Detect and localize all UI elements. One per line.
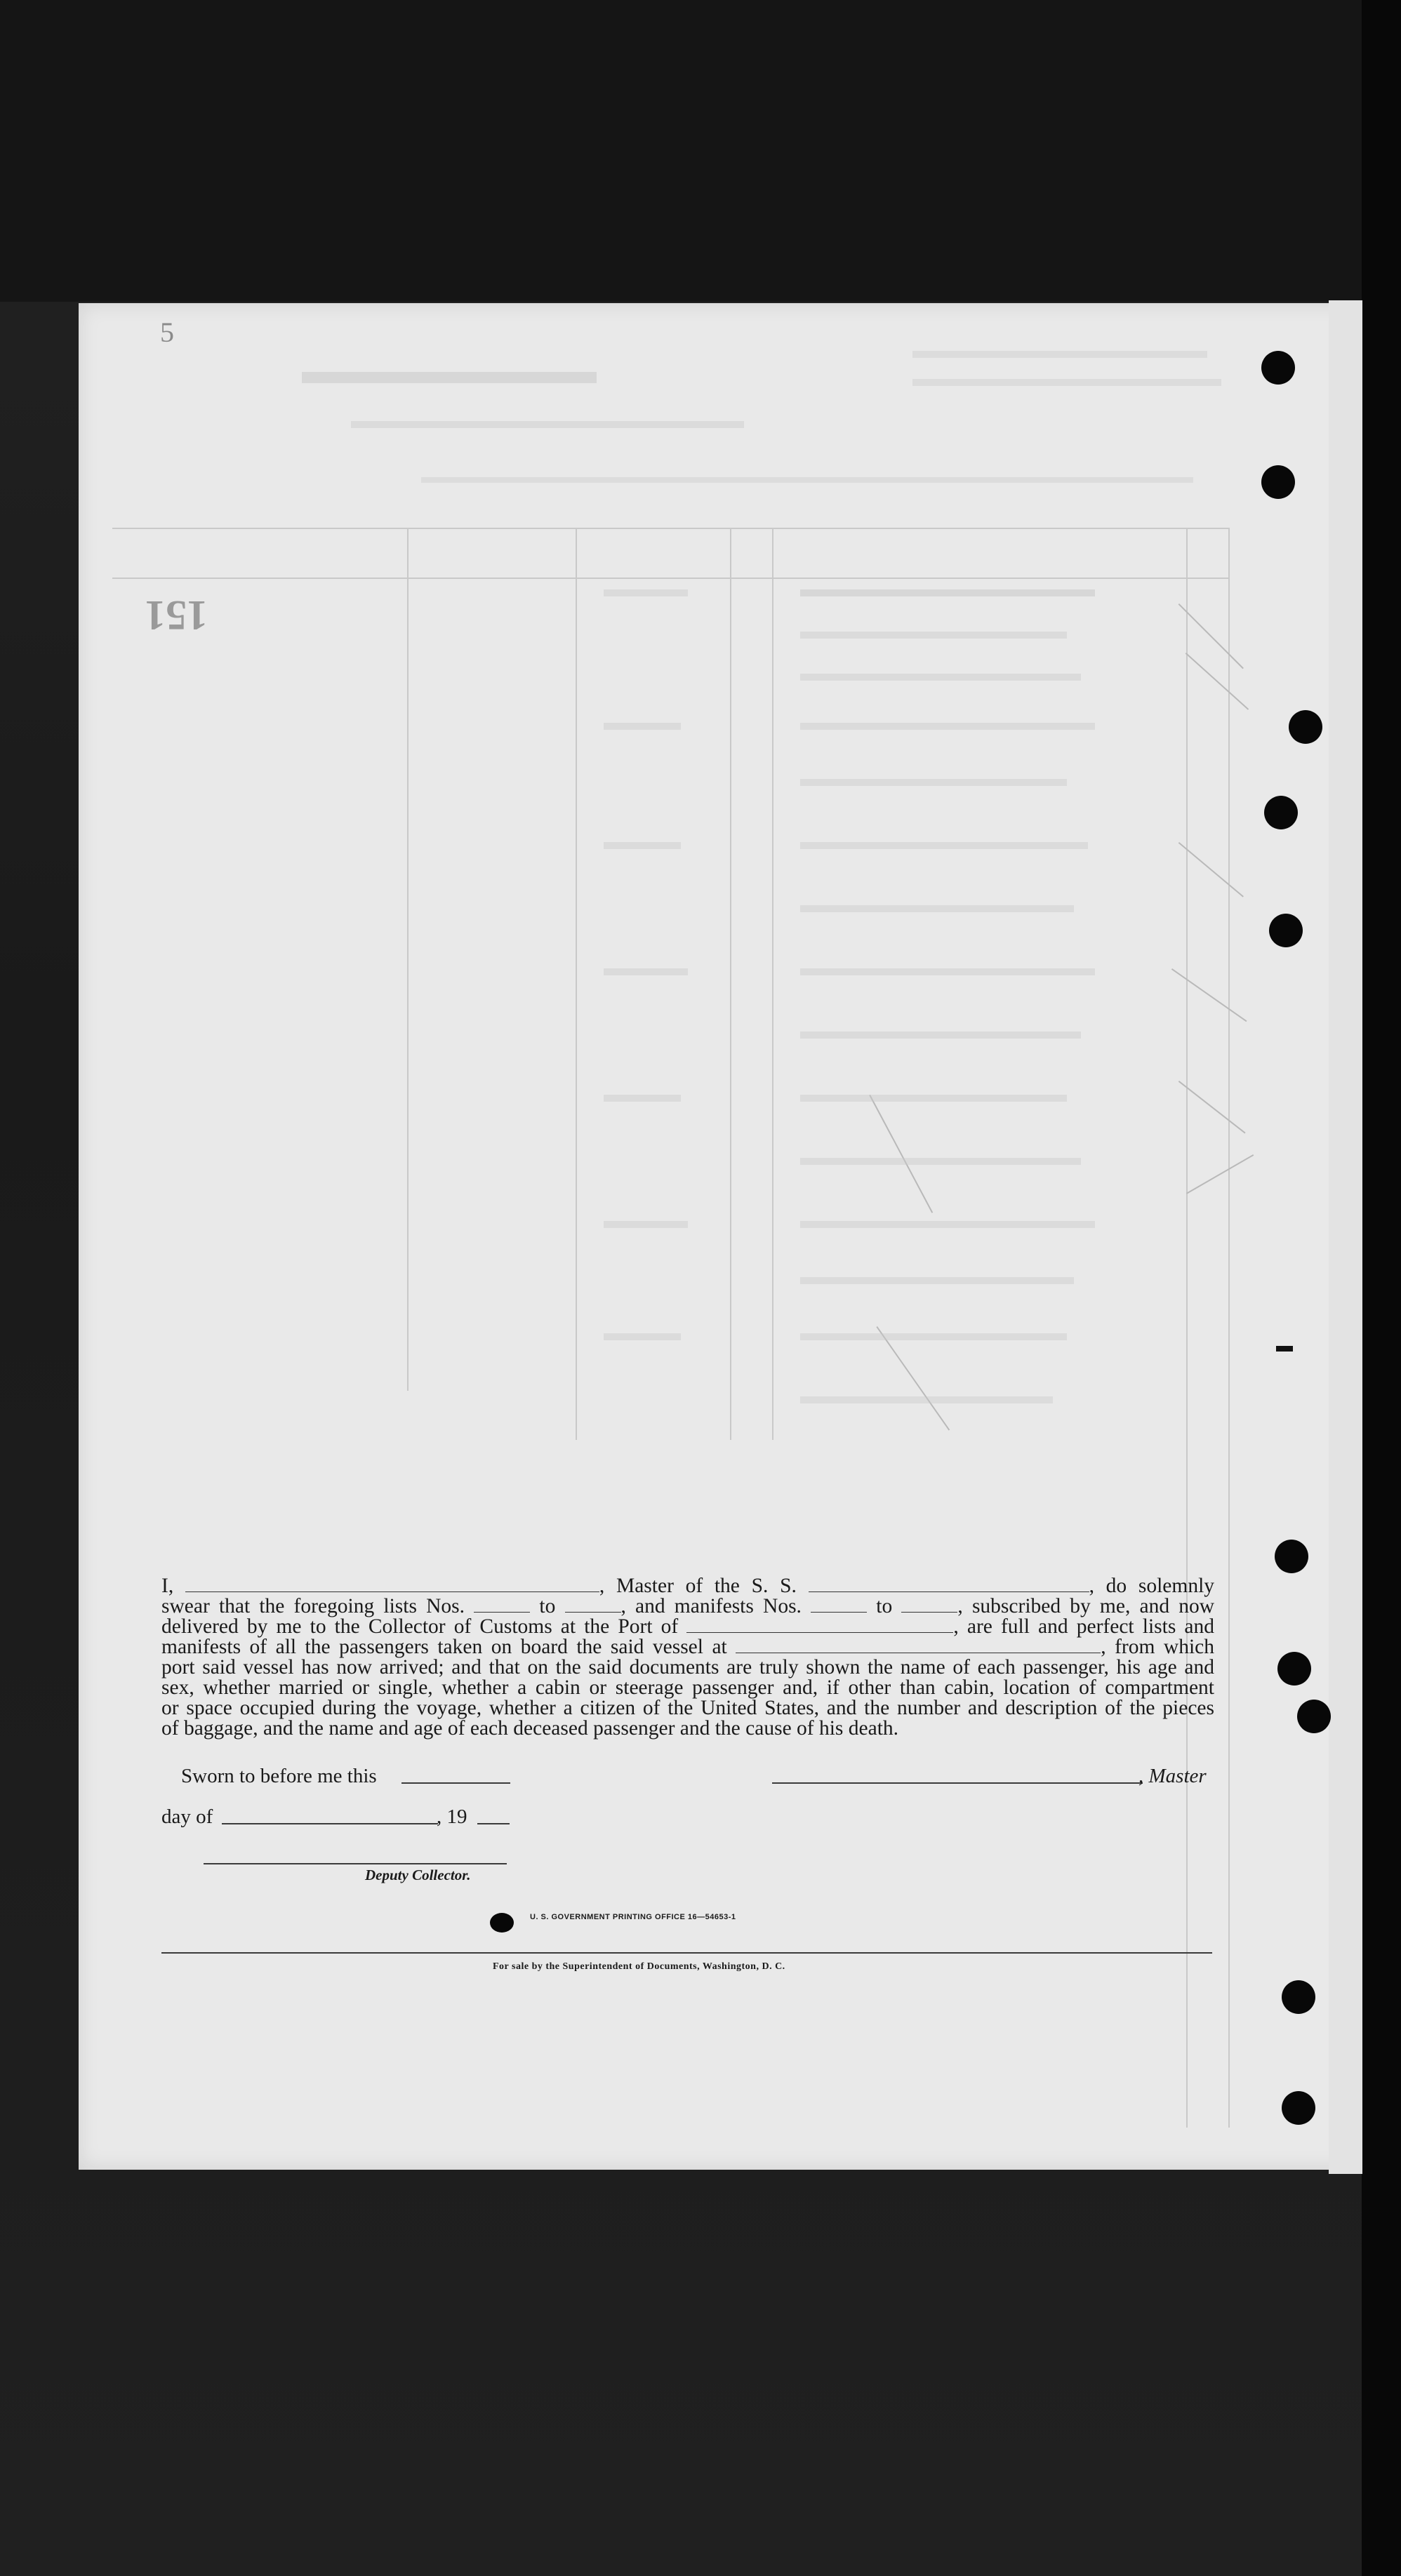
table-rule (772, 528, 773, 1440)
punch-hole (1282, 2091, 1315, 2125)
text-smudge (302, 372, 597, 383)
text-smudge (421, 477, 1193, 483)
text-smudge (800, 968, 1095, 975)
table-rule (1228, 528, 1230, 2128)
document-page (79, 303, 1362, 2170)
manifest-from-field[interactable] (811, 1599, 867, 1613)
oath-line: of baggage, and the name and age of each deceased passenger and the cause of his death. (161, 1717, 899, 1740)
text-smudge (800, 674, 1081, 681)
punch-hole (1269, 914, 1303, 947)
oath-text: delivered by me to the Collector of Customs at the Port of (161, 1615, 679, 1638)
punch-hole (1261, 465, 1295, 499)
text-smudge (604, 968, 688, 975)
list-from-field[interactable] (474, 1599, 530, 1613)
day-of-field[interactable] (222, 1823, 438, 1824)
oath-line (161, 1617, 1214, 1637)
punch-hole (1261, 351, 1295, 385)
edge-mark (1276, 1346, 1293, 1352)
punch-hole (490, 1913, 514, 1933)
oath-text: I, (161, 1575, 174, 1597)
text-smudge (800, 1158, 1081, 1165)
text-smudge (800, 1277, 1074, 1284)
day-of-label: day of (161, 1806, 213, 1828)
text-smudge (800, 723, 1095, 730)
footer-rule (161, 1952, 1212, 1954)
oath-text: , and manifests Nos. (620, 1595, 802, 1617)
punch-hole (1282, 1980, 1315, 2014)
deputy-signature-field[interactable] (204, 1863, 507, 1864)
table-rule (730, 528, 731, 1440)
port-departure-field[interactable] (736, 1640, 1101, 1653)
oath-line (161, 1576, 1214, 1596)
vessel-name-field[interactable] (809, 1579, 1089, 1592)
oath-text: to (876, 1595, 893, 1617)
text-smudge (604, 723, 681, 730)
text-smudge (800, 1032, 1081, 1039)
port-arrival-field[interactable] (686, 1620, 953, 1633)
oath-line: port said vessel has now arrived; and that on the said documents are truly shown the name of each passenger, his age and (161, 1656, 1214, 1679)
oath-text: manifests of all the passengers taken on board the said vessel at (161, 1636, 727, 1658)
scan-dark-band (1362, 0, 1401, 2576)
oath-line (161, 1637, 1214, 1657)
text-smudge (604, 1095, 681, 1102)
oath-text: , subscribed by me, and now (957, 1595, 1215, 1617)
text-smudge (800, 1095, 1067, 1102)
manifest-to-field[interactable] (901, 1599, 957, 1613)
deputy-collector-label: Deputy Collector. (365, 1867, 471, 1883)
text-smudge (800, 1221, 1095, 1228)
punch-hole (1275, 1540, 1308, 1573)
text-smudge (800, 1333, 1067, 1340)
text-smudge (604, 842, 681, 849)
oath-line: or space occupied during the voyage, whether a citizen of the United States, and the number and description of the pieces (161, 1697, 1214, 1719)
year-field[interactable] (477, 1823, 510, 1824)
punch-hole (1277, 1652, 1311, 1686)
table-rule (407, 528, 409, 1391)
text-smudge (800, 779, 1067, 786)
text-smudge (351, 421, 744, 428)
printing-office-line: U. S. GOVERNMENT PRINTING OFFICE 16—54653-1 (530, 1913, 736, 1921)
sheet-number: 151 (145, 592, 208, 639)
table-rule (112, 528, 1228, 529)
oath-text: , do solemnly (1089, 1575, 1215, 1597)
table-rule (1186, 528, 1188, 2128)
text-smudge (604, 1221, 688, 1228)
year-label: , 19 (437, 1806, 467, 1828)
punch-hole (1289, 710, 1322, 744)
text-smudge (800, 842, 1088, 849)
oath-text: , are full and perfect lists and (953, 1615, 1215, 1638)
text-smudge (800, 589, 1095, 596)
oath-line (161, 1596, 1214, 1617)
text-smudge (604, 1333, 681, 1340)
page-binding-edge (1329, 300, 1362, 2174)
master-oath-paragraph (161, 1576, 1214, 1739)
oath-text: swear that the foregoing lists Nos. (161, 1595, 465, 1617)
sworn-date-field[interactable] (401, 1782, 510, 1784)
text-smudge (912, 351, 1207, 358)
text-smudge (800, 632, 1067, 639)
list-to-field[interactable] (565, 1599, 621, 1613)
table-rule (112, 578, 1228, 579)
master-label: , Master (1138, 1765, 1207, 1787)
text-smudge (800, 905, 1074, 912)
text-smudge (604, 589, 688, 596)
oath-line: sex, whether married or single, whether a cabin or steerage passenger and, if other than cabin, location of compartment (161, 1676, 1214, 1699)
oath-text: , Master of the S. S. (599, 1575, 797, 1597)
oath-text: , from which (1101, 1636, 1215, 1658)
sworn-label: Sworn to before me this (181, 1765, 377, 1787)
page-number: 5 (160, 316, 174, 348)
punch-hole (1264, 796, 1298, 829)
oath-text: to (539, 1595, 556, 1617)
master-signature-field[interactable] (772, 1782, 1143, 1784)
punch-hole (1297, 1700, 1331, 1733)
scan-dark-band (0, 0, 1401, 302)
sale-notice: For sale by the Superintendent of Documents, Washington, D. C. (493, 1961, 785, 1972)
master-name-field[interactable] (185, 1579, 599, 1592)
table-rule (576, 528, 577, 1440)
text-smudge (800, 1396, 1053, 1403)
text-smudge (912, 379, 1221, 386)
